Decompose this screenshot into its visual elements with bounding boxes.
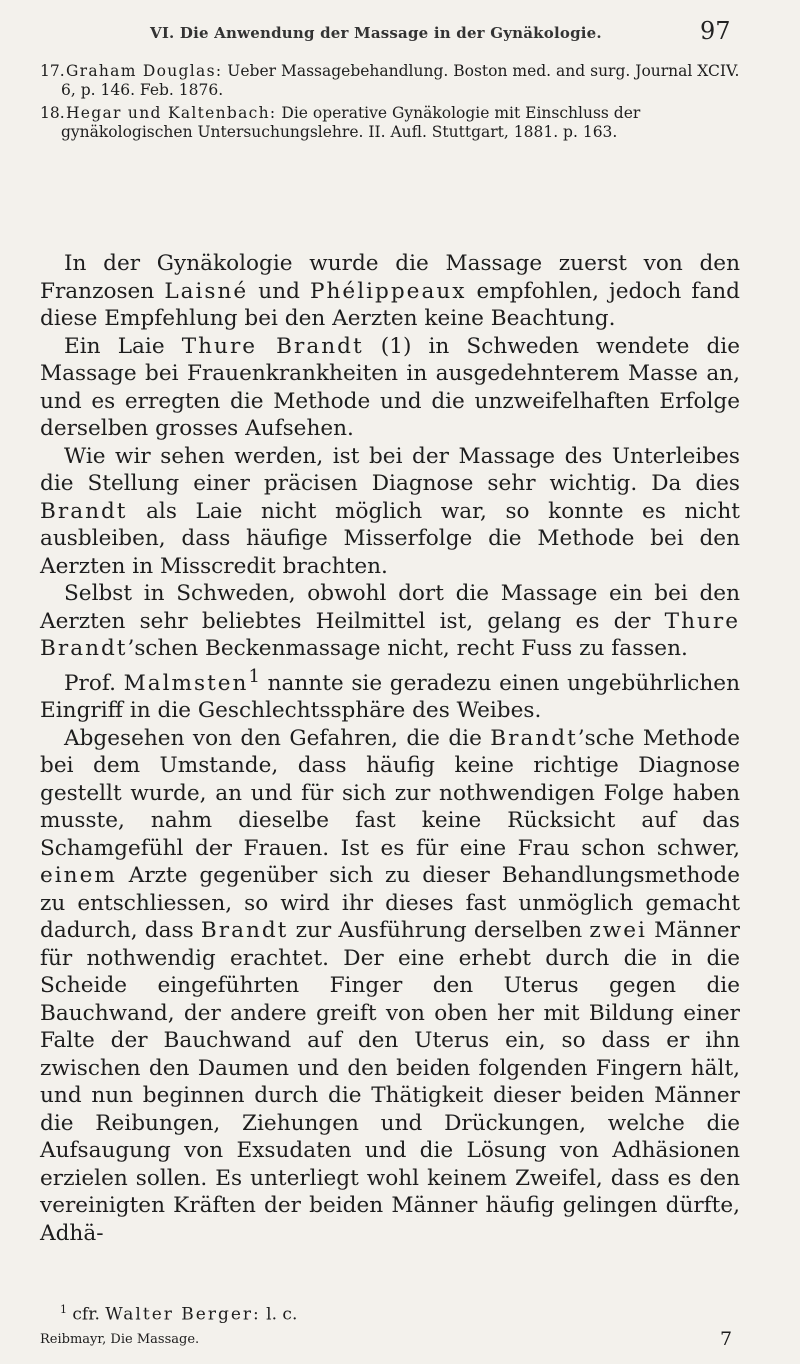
footnote-text [60, 1303, 740, 1325]
reference-item [40, 62, 740, 100]
footnote-marker: 1 [248, 665, 260, 687]
paragraph [40, 580, 740, 663]
sheet-number: 7 [720, 1328, 733, 1350]
text-run: als Laie nicht möglich war, so konnte es nicht ausbleiben, dass häufige Misserfolge die Methode bei den Aerzten in Misscredit brachten. [40, 498, 740, 579]
text-run: cfr. [72, 1304, 100, 1325]
page-number: 97 [700, 17, 731, 45]
emphasized-word: einem [40, 863, 117, 889]
page-footer [40, 1328, 740, 1352]
text-run: Selbst in Schweden, obwohl dort die Massage ein bei den Aerzten sehr beliebtes Heilmittel ist, gelang es der [40, 581, 740, 634]
text-run: nannte sie geradezu einen ungebührlichen Eingriff in die Geschlechtssphäre des Weibes. [40, 670, 740, 724]
reference-list [40, 62, 740, 146]
person-name: Walter Berger: [105, 1304, 261, 1325]
text-run: Arzte gegenüber sich zu dieser Behandlungsmethode zu entschliessen, so wird ihr dieses fast unmöglich gemacht dadurch, dass [40, 863, 740, 944]
person-name: Brandt [200, 918, 289, 944]
page-header [0, 18, 800, 48]
person-name: Brandt [40, 498, 128, 524]
reference-text: Ueber Massagebehandlung. Boston med. and surg. Journal XCIV. 6, p. 146. Feb. 1876. [61, 62, 740, 99]
reference-item [40, 104, 740, 142]
text-run: und [258, 278, 300, 304]
reference-number: 17. [40, 62, 65, 80]
paragraph [40, 443, 740, 581]
text-run: empfohlen, jedoch fand diese Empfehlung bei den Aerzten keine Beachtung. [40, 278, 740, 331]
text-run: Ein Laie [64, 333, 165, 359]
person-name: Malmsten [123, 670, 249, 696]
text-run: Prof. [64, 670, 116, 696]
text-run: In der Gynäkologie wurde die Massage zuerst von den Franzosen [40, 251, 740, 304]
body-text [40, 250, 740, 1247]
text-run: ’schen Beckenmassage nicht, recht Fuss zu fassen. [127, 636, 688, 661]
text-run: Abgesehen von den Gefahren, die die [64, 725, 482, 751]
text-run: l. c. [266, 1304, 298, 1325]
reference-author: Hegar und Kaltenbach: [65, 104, 277, 122]
footnote-mark: 1 [60, 1303, 67, 1316]
text-run: Wie wir sehen werden, ist bei der Massage des Unterleibes die Stellung einer präcisen Diagnose sehr wichtig. Da dies [40, 443, 740, 496]
reference-author: Graham Douglas: [65, 62, 223, 80]
footnote [40, 1303, 740, 1325]
emphasized-word: zwei [589, 918, 647, 944]
person-name: Phélippeaux [310, 278, 467, 304]
running-head: VI. Die Anwendung der Massage in der Gynäkologie. [150, 24, 602, 42]
text-run: (1) in Schweden wendete die Massage bei Frauenkrankheiten in ausgedehnterem Masse an, und es erregten die Methode und die unzweifelhaften Erfolge derselben grosses Aufsehen. [40, 333, 740, 441]
person-name: Brandt [490, 725, 578, 751]
person-name: Laisné [164, 278, 249, 304]
paragraph [40, 725, 740, 1248]
printer-signature: Reibmayr, Die Massage. [40, 1332, 200, 1347]
text-run: ’sche Methode bei dem Umstande, dass häufig keine richtige Diagnose gestellt wurde, an und für sich zur nothwendigen Folge haben musste, nahm dieselbe fast keine Rücksicht auf das Schamgefühl der Frauen. Ist es für eine Frau schon schwer, [40, 725, 740, 861]
person-name: Thure Brandt [40, 608, 740, 661]
person-name: Thure Brandt [181, 333, 364, 359]
reference-number: 18. [40, 104, 65, 122]
paragraph [40, 663, 740, 725]
text-run: zur Ausführung derselben [295, 918, 583, 944]
paragraph [40, 333, 740, 443]
paragraph [40, 250, 740, 333]
reference-text: Die operative Gynäkologie mit Einschluss der gynäkologischen Untersuchungslehre. II. Aufl. Stuttgart, 1881. p. 163. [61, 104, 641, 141]
text-run: Männer für nothwendig erachtet. Der eine erhebt durch die in die Scheide eingeführten Finger den Uterus gegen die Bauchwand, der andere greift von oben her mit Bildung einer Falte der Bauchwand auf den Uterus ein, so dass er ihn zwischen den Daumen und den beiden folgenden Fingern hält, und nun beginnen durch die Thätigkeit dieser beiden Männer die Reibungen, Ziehungen und Drückungen, welche die Aufsaugung von Exsudaten und die Lösung von Adhäsionen erzielen sollen. Es unterliegt wohl keinem Zweifel, dass es den vereinigten Kräften der beiden Männer häufig gelingen dürfte, Adhä- [40, 918, 740, 1246]
